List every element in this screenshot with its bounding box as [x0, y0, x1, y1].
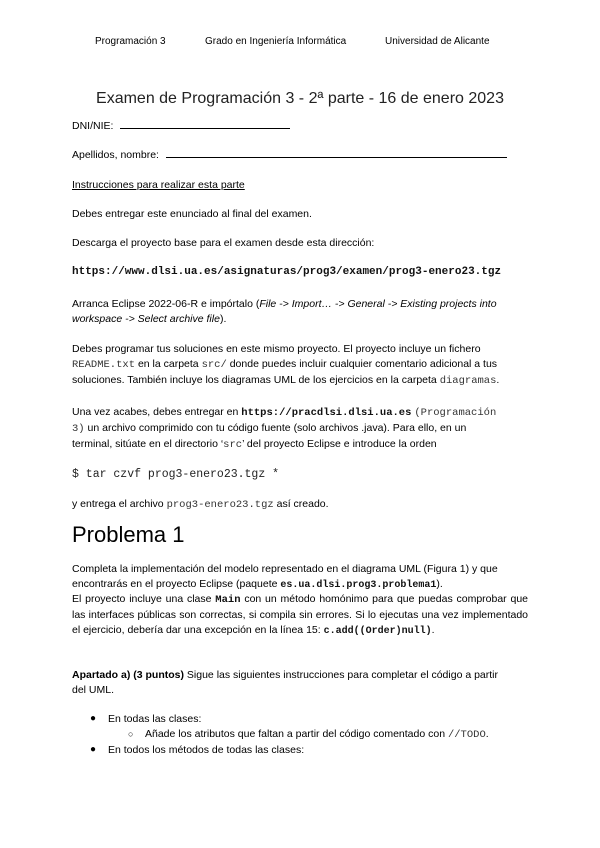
- p6-text-b: así creado.: [276, 498, 329, 510]
- prob-p1-text-a: Completa la implementación del modelo representado en el diagrama UML (Figura 1) y que: [72, 563, 498, 575]
- dni-label: DNI/NIE:: [72, 120, 114, 132]
- prob-p1-text-c: ).: [436, 578, 443, 590]
- bullet-2: En todos los métodos de todas las clases:: [108, 744, 305, 756]
- package-name: es.ua.dlsi.prog3.problema1: [280, 580, 437, 591]
- p4-text-e: .: [496, 374, 500, 386]
- apartado-label: Apartado a) (3 puntos): [72, 669, 184, 681]
- p4-text-a: Debes programar tus soluciones en este mismo proyecto. El proyecto incluye un fichero: [72, 343, 481, 355]
- bullet-icon: ●: [90, 713, 97, 724]
- readme-filename: README.txt: [72, 359, 136, 371]
- p5-paren2: 3): [72, 423, 85, 435]
- diagramas-folder: diagramas: [439, 375, 497, 387]
- prob-p2-text-e: .: [431, 624, 435, 636]
- instructions-p6: [72, 497, 528, 513]
- prob-p2-text-b: con un método homónimo para que puedas comprobar: [244, 593, 507, 605]
- p5-text-c: terminal, sitúate en el directorio ‘: [72, 438, 224, 450]
- name-label: Apellidos, nombre:: [72, 149, 159, 161]
- header-course: Programación 3: [95, 36, 166, 47]
- dni-field: [72, 119, 528, 134]
- header-degree: Grado en Ingeniería Informática: [205, 36, 347, 47]
- problem-p2: [72, 592, 528, 639]
- todo-marker: //TODO: [447, 729, 486, 741]
- page-title: Examen de Programación 3 - 2ª parte - 16 de enero 2023: [96, 90, 504, 107]
- tar-command: $ tar czvf prog3-enero23.tgz *: [72, 468, 280, 481]
- name-field: [72, 148, 528, 163]
- p4-text-c: donde puedes incluir cualquier comentario adicional a tus: [229, 358, 498, 370]
- submission-url[interactable]: https://pracdlsi.dlsi.ua.es: [241, 407, 412, 419]
- exception-code: c.add((Order)null): [323, 626, 432, 637]
- name-underline: [166, 157, 507, 158]
- header-university: Universidad de Alicante: [385, 36, 490, 47]
- p3-text-a: Arranca Eclipse 2022-06-R e impórtalo (: [72, 298, 260, 310]
- p5-text-a: Una vez acabes, debes entregar en: [72, 406, 239, 418]
- sub1-text-b: .: [485, 728, 489, 740]
- circle-bullet-icon: ○: [128, 729, 134, 739]
- p3-text-b: ).: [219, 313, 227, 325]
- sub1-text-a: Añade los atributos que faltan a partir del código comentado con: [145, 728, 446, 740]
- prob-p2-text-c: que las interfaces públicas son correctas, si compila sin errores. Si lo ejecutas una vez: [72, 593, 529, 621]
- p4-text-b: en la carpeta: [137, 358, 199, 370]
- problem-title: Problema 1: [72, 522, 185, 547]
- p6-text-a: y entrega el archivo: [72, 498, 164, 510]
- tgz-filename: prog3-enero23.tgz: [166, 499, 274, 511]
- dni-underline: [120, 128, 290, 129]
- p5-text-d: ’ del proyecto Eclipse e introduce la orden: [242, 438, 437, 450]
- prob-p1-text-b: encontrarás en el proyecto Eclipse (paquete: [72, 578, 278, 590]
- instructions-p1: Debes entregar este enunciado al final del examen.: [72, 208, 312, 220]
- download-url[interactable]: https://www.dlsi.ua.es/asignaturas/prog3/examen/prog3-enero23.tgz: [72, 266, 502, 278]
- instructions-p5: [72, 405, 528, 453]
- instructions-p4: [72, 342, 528, 389]
- apartado-text2: del UML.: [72, 684, 115, 696]
- prob-p2-text-d: implementado el ejercicio, debería dar una excepción en la línea 15:: [72, 609, 528, 636]
- p5-src: src: [223, 439, 243, 451]
- sub-bullet-1: [145, 727, 528, 743]
- bullet-1: En todas las clases:: [108, 713, 202, 725]
- instructions-p3: [72, 297, 528, 327]
- main-class: Main: [215, 594, 241, 606]
- p4-text-d: soluciones. También incluye los diagramas UML de los ejercicios en la carpeta: [72, 374, 437, 386]
- apartado-a: [72, 668, 528, 698]
- eclipse-import-path: File -> Import… -> General -> Existing projects into workspace -> Select archive file: [72, 298, 497, 325]
- p5-text-b: un archivo comprimido con tu código fuente (solo archivos .java). Para ello, en un: [87, 422, 467, 434]
- src-folder: src/: [201, 359, 227, 371]
- prob-p2-text-a: El proyecto incluye una clase: [72, 593, 212, 605]
- problem-p1: [72, 562, 528, 593]
- bullet-icon: ●: [90, 744, 97, 755]
- p5-paren: (Programación: [414, 407, 497, 419]
- instructions-heading: Instrucciones para realizar esta parte: [72, 179, 245, 191]
- apartado-text: Sigue las siguientes instrucciones para completar el código a partir: [186, 669, 499, 681]
- instructions-p2: Descarga el proyecto base para el examen desde esta dirección:: [72, 237, 375, 249]
